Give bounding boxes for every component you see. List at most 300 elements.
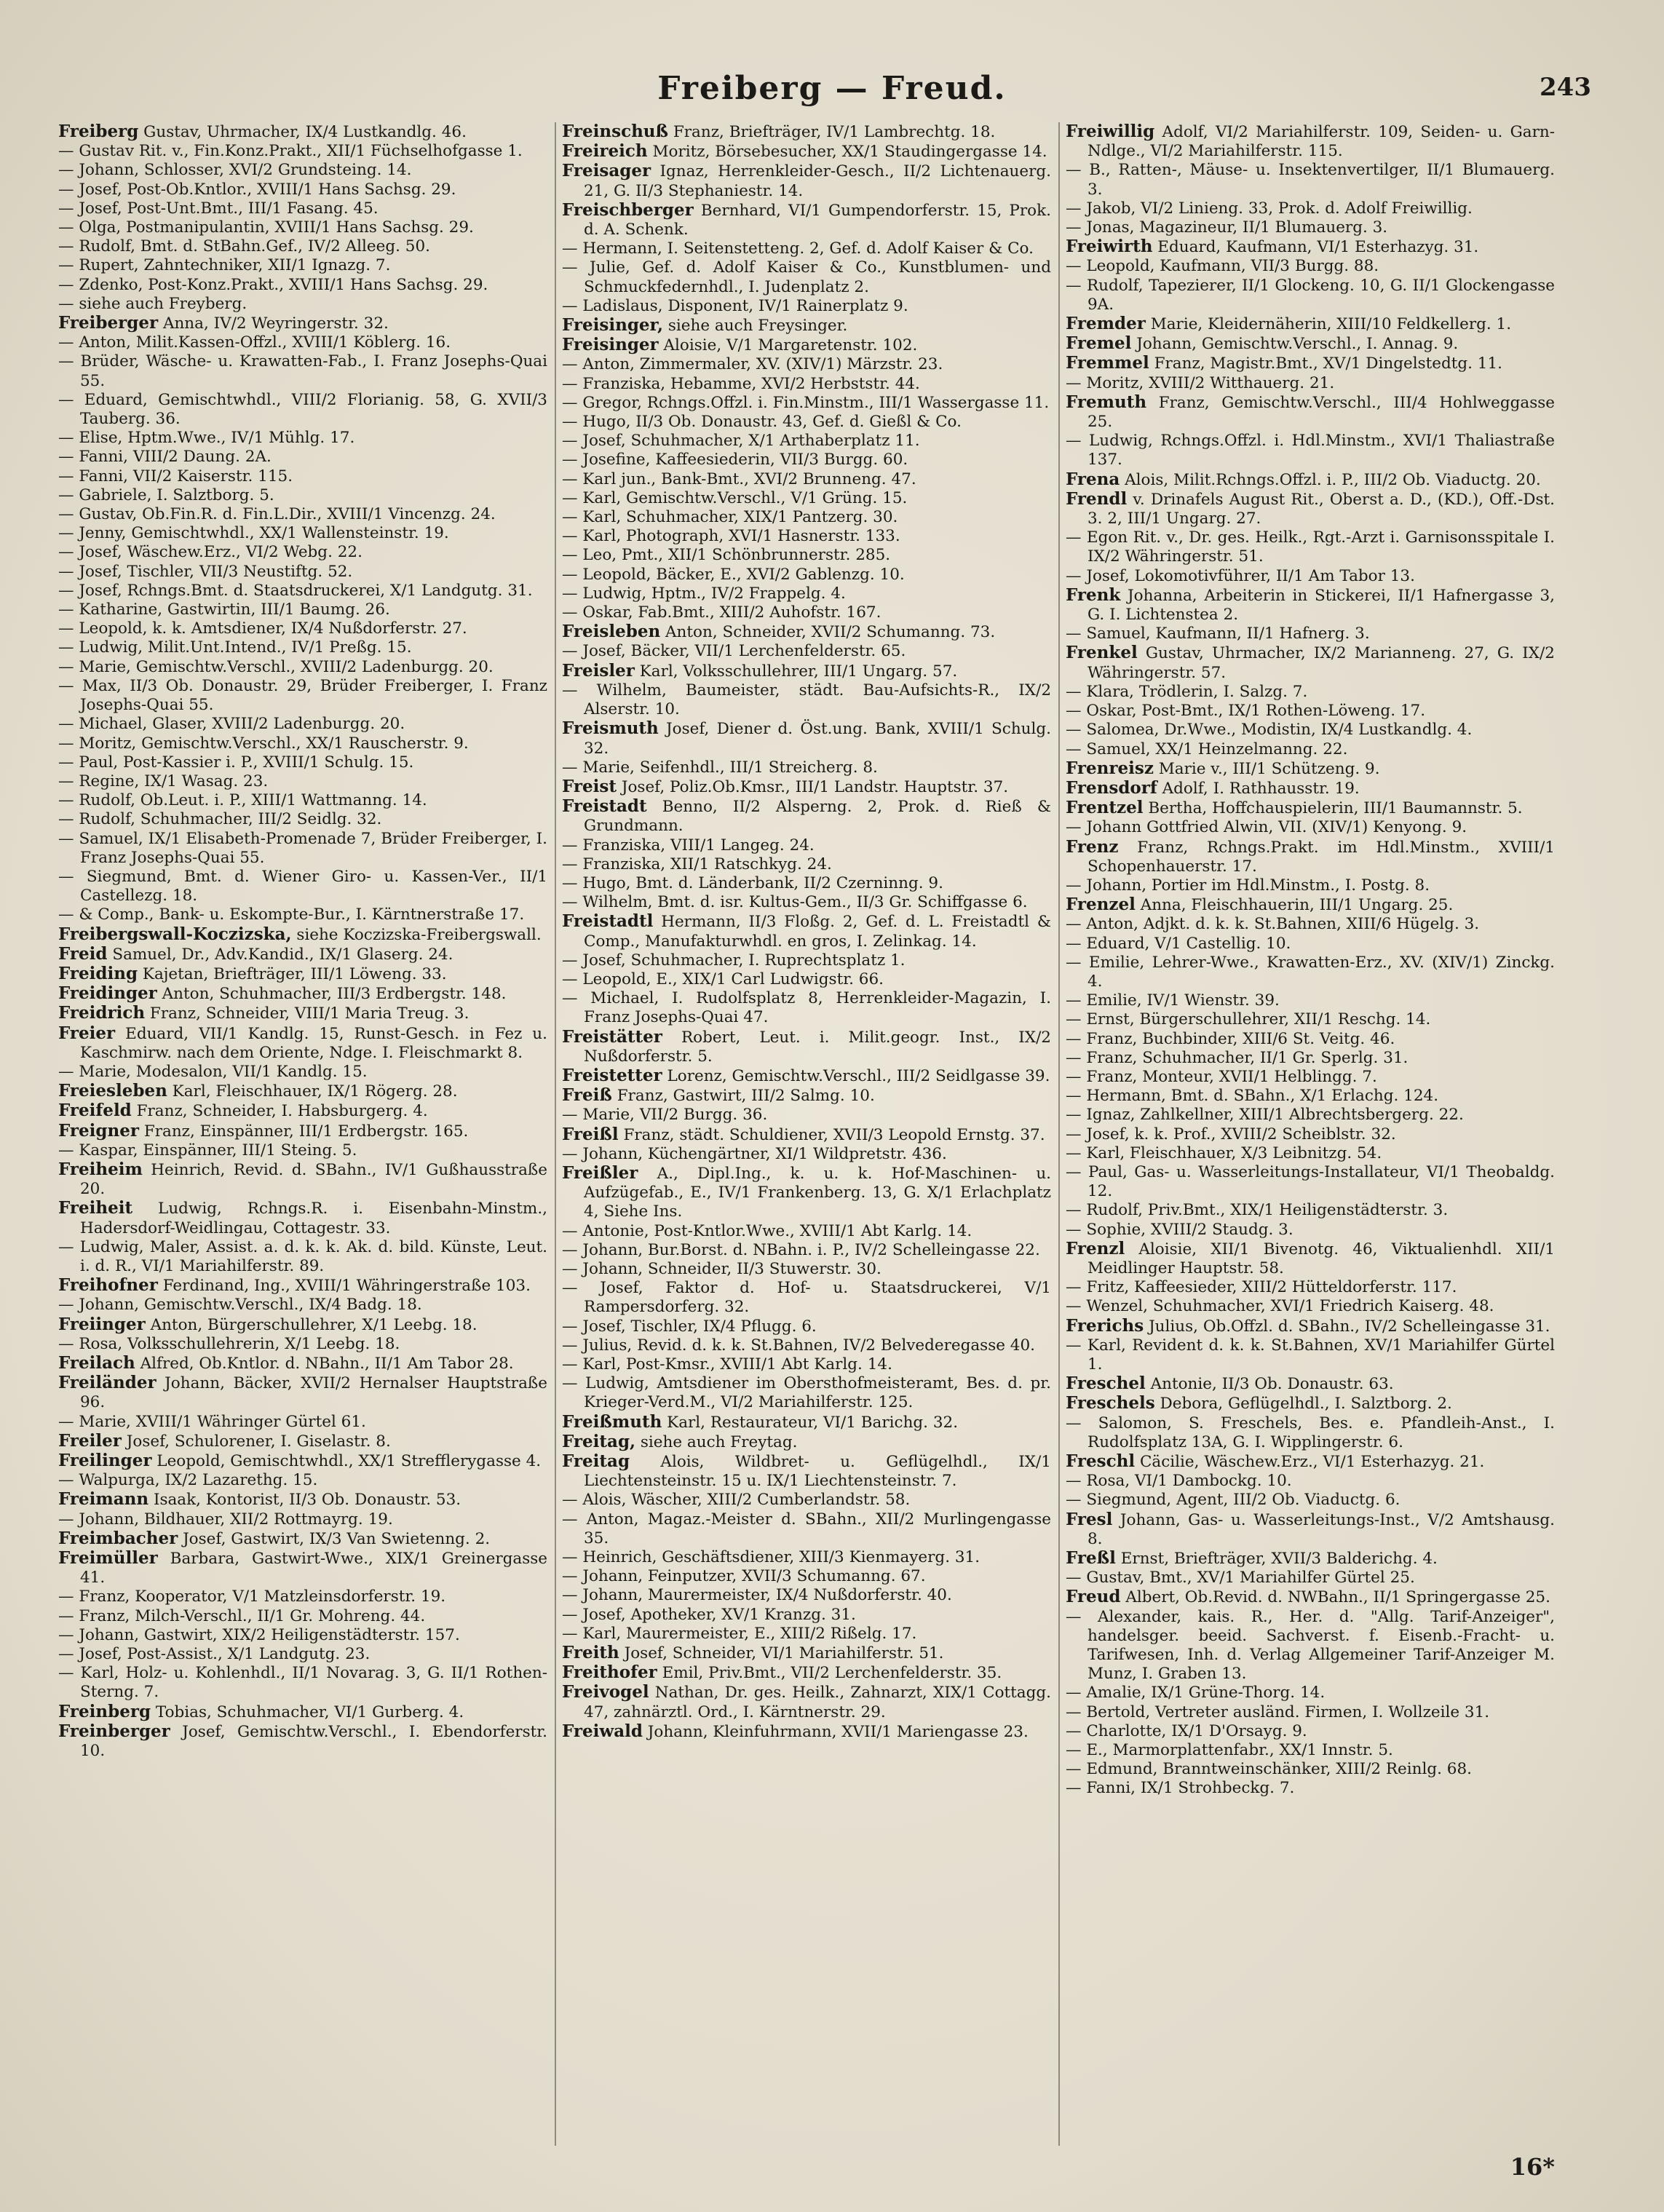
- entry-details: — Max, II/3 Ob. Donaustr. 29, Brüder Freiberger, I. Franz Josephs-Quai 55.: [58, 676, 547, 715]
- entry-surname: Freiesleben: [58, 1081, 167, 1101]
- entry-details: — Gustav, Ob.Fin.R. d. Fin.L.Dir., XVIII/1 Vincenzg. 24.: [58, 505, 496, 524]
- directory-entry: [1066, 161, 1555, 199]
- entry-details: Samuel, Dr., Adv.Kandid., IX/1 Glaserg. 24.: [112, 945, 453, 964]
- entry-surname: Freistetter: [562, 1065, 662, 1085]
- directory-entry: [58, 276, 547, 295]
- directory-entry: [58, 1722, 547, 1761]
- entry-details: — Josef, Post-Assist., X/1 Landgutg. 23.: [58, 1645, 371, 1664]
- entry-details: Marie v., III/1 Schützeng. 9.: [1158, 759, 1380, 778]
- entry-details: — Johann, Feinputzer, XVII/3 Schumanng. 67.: [562, 1567, 926, 1586]
- entry-details: — Emilie, Lehrer-Wwe., Krawatten-Erz., XV. (XIV/1) Zinckg. 4.: [1066, 953, 1555, 991]
- entry-surname: Frensdorf: [1066, 777, 1157, 798]
- directory-entry: [58, 122, 547, 142]
- entry-details: — Jakob, VI/2 Linieng. 33, Prok. d. Adolf Freiwillig.: [1066, 199, 1473, 218]
- directory-entry: [562, 451, 1051, 469]
- entry-details: Hermann, II/3 Floßg. 2, Gef. d. L. Freistadtl & Comp., Manufakturwhdl. en gros, I. Zelinkag. 14.: [584, 913, 1051, 951]
- entry-details: — Elise, Hptm.Wwe., IV/1 Mühlg. 17.: [58, 429, 355, 448]
- directory-entry: [562, 1066, 1051, 1086]
- entry-details: — Wilhelm, Bmt. d. isr. Kultus-Gem., II/3 Gr. Schiffgasse 6.: [562, 893, 1028, 912]
- entry-details: — Samuel, XX/1 Heinzelmanng. 22.: [1066, 740, 1348, 758]
- entry-details: — siehe auch Freyberg.: [58, 294, 247, 313]
- directory-entry: [58, 868, 547, 905]
- directory-entry: [1066, 1703, 1555, 1722]
- entry-surname: Freid: [58, 943, 108, 964]
- directory-entry: [1066, 818, 1555, 837]
- entry-details: Johann, Kleinfuhrmann, XVII/1 Mariengasse 23.: [647, 1722, 1029, 1741]
- directory-entry: [58, 1276, 547, 1296]
- entry-details: — Karl, Revident d. k. k. St.Bahnen, XV/1 Mariahilfer Gürtel 1.: [1066, 1336, 1555, 1373]
- directory-entry: [1066, 759, 1555, 779]
- directory-entry: [562, 546, 1051, 565]
- entry-details: Albert, Ob.Revid. d. NWBahn., II/1 Springergasse 25.: [1125, 1588, 1550, 1607]
- entry-details: — Karl, Photograph, XVI/1 Hasnerstr. 133.: [562, 527, 900, 546]
- directory-entry: [58, 1451, 547, 1471]
- entry-details: — Ludwig, Milit.Unt.Intend., IV/1 Preßg. 15.: [58, 638, 412, 657]
- directory-entry: [562, 893, 1051, 912]
- directory-entry: [562, 1317, 1051, 1336]
- entry-details: — Michael, Glaser, XVIII/2 Ladenburgg. 20.: [58, 715, 405, 734]
- directory-entry: [1066, 1240, 1555, 1278]
- entry-surname: Freireich: [562, 141, 648, 162]
- entry-details: v. Drinafels August Rit., Oberst a. D., (KD.), Off.-Dst. 3. 2, III/1 Ungarg. 27.: [1087, 490, 1555, 528]
- entry-details: — Kaspar, Einspänner, III/1 Steing. 5.: [58, 1141, 357, 1159]
- directory-entry: [1066, 1144, 1555, 1163]
- entry-details: Franz, Schneider, I. Habsburgerg. 4.: [136, 1102, 428, 1121]
- directory-entry: [58, 810, 547, 829]
- entry-details: — Eduard, Gemischtwhdl., VIII/2 Florianig. 58, G. XVII/3 Tauberg. 36.: [58, 390, 547, 429]
- entry-details: — Moritz, XVIII/2 Witthauerg. 21.: [1066, 373, 1335, 392]
- entry-details: — Josef, Schuhmacher, I. Ruprechtsplatz 1.: [562, 951, 906, 970]
- directory-entry: [562, 1260, 1051, 1279]
- entry-details: — Fritz, Kaffeesieder, XIII/2 Hütteldorferstr. 117.: [1066, 1278, 1457, 1297]
- directory-entry: [562, 1452, 1051, 1491]
- directory-entry: [58, 161, 547, 180]
- entry-details: — Johann, Gastwirt, XIX/2 Heiligenstädterstr. 157.: [58, 1625, 460, 1644]
- entry-details: — Gabriele, I. Salztborg. 5.: [58, 485, 274, 504]
- entry-details: — Josef, Schuhmacher, X/1 Arthaberplatz 11.: [562, 432, 920, 451]
- entry-surname: Freißmuth: [562, 1411, 662, 1432]
- entry-details: — Karl, Fleischhauer, X/3 Leibnitzg. 54.: [1066, 1143, 1382, 1162]
- entry-details: — Johann, Schlosser, XVI/2 Grundsteing. 14.: [58, 161, 412, 180]
- directory-entry: [1066, 1297, 1555, 1316]
- entry-details: Anton, Bürgerschullehrer, X/1 Leebg. 18.: [150, 1315, 478, 1334]
- directory-entry: [1066, 393, 1555, 432]
- entry-details: — Josef, Tischler, VII/3 Neustiftg. 52.: [58, 562, 353, 581]
- entry-surname: Freitag,: [562, 1431, 636, 1451]
- entry-details: — Franz, Milch-Verschl., II/1 Gr. Mohreng. 44.: [58, 1606, 426, 1625]
- entry-details: — Jenny, Gemischtwhdl., XX/1 Wallensteinstr. 19.: [58, 524, 449, 543]
- entry-details: — Leopold, E., XIX/1 Carl Ludwigstr. 66.: [562, 970, 884, 988]
- entry-details: — Josef, Lokomotivführer, II/1 Am Tabor 13.: [1066, 566, 1415, 585]
- directory-entry: [1066, 895, 1555, 915]
- directory-entry: [58, 1549, 547, 1587]
- directory-entry: [58, 1335, 547, 1354]
- entry-details: Josef, Diener d. Öst.ung. Bank, XVIII/1 Schulg. 32.: [584, 720, 1051, 758]
- directory-entry: [58, 734, 547, 753]
- entry-surname: Freisler: [562, 660, 635, 681]
- entry-surname: Fremder: [1066, 314, 1146, 334]
- entry-details: Ignaz, Herrenkleider-Gesch., II/2 Lichtenauerg. 21, G. II/3 Stephaniestr. 14.: [584, 162, 1051, 200]
- entry-surname: Freud: [1066, 1587, 1121, 1607]
- entry-details: — Hermann, I. Seitenstetteng. 2, Gef. d. Adolf Kaiser & Co.: [562, 239, 1034, 258]
- directory-entry: [1066, 643, 1555, 682]
- entry-details: — Karl, Holz- u. Kohlenhdl., II/1 Novarag. 3, G. II/1 Rothen-Sterng. 7.: [58, 1664, 547, 1702]
- entry-details: — E., Marmorplattenfabr., XX/1 Innstr. 5.: [1066, 1741, 1393, 1760]
- directory-entry: [58, 1510, 547, 1529]
- entry-surname: Freiländer: [58, 1373, 157, 1393]
- entry-details: — Oskar, Post-Bmt., IX/1 Rothen-Löweng. 17.: [1066, 702, 1426, 721]
- directory-entry: [58, 1141, 547, 1160]
- entry-details: — Brüder, Wäsche- u. Krawatten-Fab., I. Franz Josephs-Quai 55.: [58, 352, 547, 390]
- entry-details: — Leo, Pmt., XII/1 Schönbrunnerstr. 285.: [562, 546, 891, 565]
- directory-entry: [1066, 1278, 1555, 1297]
- entry-details: — Paul, Gas- u. Wasserleitungs-Installateur, VI/1 Theobaldg. 12.: [1066, 1162, 1555, 1201]
- entry-details: Josef, Schneider, VI/1 Mariahilferstr. 51.: [624, 1644, 944, 1663]
- entry-details: — Sophie, XVIII/2 Staudg. 3.: [1066, 1220, 1293, 1239]
- directory-entry: [58, 984, 547, 1004]
- entry-details: — Paul, Post-Kassier i. P., XVIII/1 Schulg. 15.: [58, 753, 414, 772]
- directory-entry: [562, 316, 1051, 336]
- entry-surname: Freiheim: [58, 1159, 143, 1179]
- directory-entry: [562, 1164, 1051, 1222]
- entry-details: — Olga, Postmanipulantin, XVIII/1 Hans Sachsg. 29.: [58, 218, 474, 237]
- entry-surname: Frentzel: [1066, 798, 1144, 818]
- entry-details: — Rosa, Volksschullehrerin, X/1 Leebg. 18.: [58, 1334, 400, 1353]
- directory-entry: [562, 470, 1051, 489]
- directory-entry: [1066, 374, 1555, 393]
- page-title: Freiberg — Freud.: [657, 70, 1007, 107]
- entry-details: — Oskar, Fab.Bmt., XIII/2 Auhofstr. 167.: [562, 603, 881, 622]
- entry-surname: Fremmel: [1066, 353, 1149, 373]
- directory-entry: [562, 1241, 1051, 1260]
- signature-mark: 16*: [1510, 2153, 1555, 2181]
- entry-surname: Freiwillig: [1066, 122, 1155, 141]
- entry-surname: Freiberg: [58, 122, 139, 141]
- entry-surname: Freithofer: [562, 1662, 657, 1683]
- directory-entry: [58, 1373, 547, 1412]
- directory-entry: [562, 584, 1051, 603]
- directory-entry: [1066, 1491, 1555, 1510]
- directory-entry: [58, 791, 547, 810]
- directory-entry: [1066, 876, 1555, 895]
- entry-surname: Frenkel: [1066, 643, 1138, 663]
- entry-details: Tobias, Schuhmacher, VI/1 Gurberg. 4.: [155, 1702, 464, 1721]
- entry-details: — Wenzel, Schuhmacher, XVI/1 Friedrich Kaiserg. 48.: [1066, 1297, 1494, 1316]
- directory-entry: [562, 239, 1051, 258]
- entry-details: — Gustav Rit. v., Fin.Konz.Prakt., XII/1 Füchselhofgasse 1.: [58, 142, 523, 161]
- directory-entry: [562, 855, 1051, 874]
- entry-details: — Zdenko, Post-Konz.Prakt., XVIII/1 Hans Sachsg. 29.: [58, 275, 488, 294]
- entry-details: Adolf, VI/2 Mariahilferstr. 109, Seiden- u. Garn-Ndlge., VI/2 Mariahilferstr. 115.: [1087, 123, 1555, 161]
- directory-entry: [58, 753, 547, 772]
- directory-entry: [1066, 1722, 1555, 1741]
- directory-entry: [562, 1145, 1051, 1164]
- entry-details: — Rosa, VI/1 Dambockg. 10.: [1066, 1472, 1292, 1491]
- entry-details: — Johann Gottfried Alwin, VII. (XIV/1) Kenyong. 9.: [1066, 818, 1467, 837]
- entry-surname: Freschels: [1066, 1393, 1155, 1414]
- entry-surname: Freiler: [58, 1430, 122, 1451]
- directory-entry: [562, 489, 1051, 508]
- entry-details: Anton, Schneider, XVII/2 Schumanng. 73.: [665, 623, 996, 642]
- entry-details: — Siegmund, Bmt. d. Wiener Giro- u. Kassen-Ver., II/1 Castellezg. 18.: [58, 867, 547, 905]
- entry-details: — Josef, Apotheker, XV/1 Kranzg. 31.: [562, 1605, 856, 1624]
- directory-entry: [562, 432, 1051, 451]
- page-number: 243: [1540, 73, 1591, 102]
- directory-entry: [58, 1413, 547, 1432]
- directory-entry: [562, 1432, 1051, 1452]
- directory-entry: [58, 1587, 547, 1606]
- directory-entry: [562, 1106, 1051, 1125]
- directory-entry: [58, 1471, 547, 1490]
- directory-entry: [58, 543, 547, 562]
- directory-entry: [58, 1664, 547, 1702]
- directory-entry: [562, 375, 1051, 394]
- entry-surname: Freimüller: [58, 1548, 158, 1569]
- entry-details: — Josef, k. k. Prof., XVIII/2 Scheiblstr. 32.: [1066, 1125, 1396, 1143]
- directory-entry: [1066, 354, 1555, 373]
- directory-entry: [58, 1238, 547, 1276]
- directory-entry: [562, 394, 1051, 413]
- entry-details: — Karl jun., Bank-Bmt., XVI/2 Brunneng. 47.: [562, 469, 916, 488]
- directory-entry: [58, 905, 547, 924]
- entry-surname: Freiding: [58, 963, 138, 983]
- directory-entry: [1066, 1030, 1555, 1049]
- directory-entry: [1066, 935, 1555, 954]
- entry-details: — Marie, XVIII/1 Währinger Gürtel 61.: [58, 1412, 366, 1431]
- entry-surname: Freisleben: [562, 622, 661, 642]
- directory-entry: [562, 162, 1051, 200]
- entry-surname: Fremel: [1066, 333, 1132, 354]
- entry-details: — Marie, VII/2 Burgg. 36.: [562, 1106, 768, 1125]
- directory-entry: [58, 1122, 547, 1141]
- directory-entry: [1066, 1374, 1555, 1394]
- entry-details: — Johann, Bur.Borst. d. NBahn. i. P., IV/2 Schelleingasse 22.: [562, 1240, 1040, 1259]
- directory-entry: [562, 874, 1051, 893]
- directory-entry: [58, 256, 547, 275]
- directory-entry: [1066, 721, 1555, 740]
- entry-details: Ernst, Briefträger, XVII/3 Balderichg. 4.: [1120, 1550, 1438, 1569]
- entry-details: — Josef, Faktor d. Hof- u. Staatsdruckerei, V/1 Rampersdorferg. 32.: [562, 1279, 1051, 1317]
- directory-entry: [58, 830, 547, 868]
- entry-details: — Fanni, VII/2 Kaiserstr. 115.: [58, 467, 293, 485]
- directory-entry: [1066, 1049, 1555, 1068]
- entry-surname: Frenzl: [1066, 1238, 1125, 1258]
- directory-entry: [562, 1413, 1051, 1432]
- entry-details: Isaak, Kontorist, II/3 Ob. Donaustr. 53.: [153, 1491, 461, 1510]
- entry-details: — Leopold, k. k. Amtsdiener, IX/4 Nußdorferstr. 27.: [58, 619, 467, 638]
- directory-entry: [58, 1004, 547, 1023]
- entry-details: Anna, IV/2 Weyringerstr. 32.: [162, 314, 389, 333]
- entry-surname: Freinberger: [58, 1721, 170, 1741]
- entry-details: — Johann, Bildhauer, XII/2 Rottmayrg. 19.: [58, 1510, 393, 1529]
- directory-entry: [58, 1645, 547, 1664]
- entry-details: Ferdinand, Ing., XVIII/1 Währingerstraße 103.: [162, 1277, 531, 1296]
- directory-entry: [1066, 1741, 1555, 1760]
- entry-details: — Heinrich, Geschäftsdiener, XIII/3 Kienmayerg. 31.: [562, 1548, 980, 1567]
- entry-details: — Wilhelm, Baumeister, städt. Bau-Aufsichts-R., IX/2 Alserstr. 10.: [562, 681, 1051, 719]
- entry-details: — Leopold, Kaufmann, VII/3 Burgg. 88.: [1066, 257, 1379, 276]
- column-1: [58, 122, 547, 2153]
- entry-details: — Franz, Schuhmacher, II/1 Gr. Sperlg. 31.: [1066, 1048, 1409, 1067]
- directory-entry: [58, 772, 547, 791]
- entry-details: — Franziska, XII/1 Ratschkyg. 24.: [562, 855, 832, 873]
- directory-entry: [562, 622, 1051, 642]
- entry-details: Gustav, Uhrmacher, IX/2 Marianneng. 27, G. IX/2 Währingerstr. 57.: [1087, 644, 1555, 682]
- directory-entry: [1066, 237, 1555, 257]
- entry-details: — Karl, Post-Kmsr., XVIII/1 Abt Karlg. 14.: [562, 1355, 892, 1373]
- entry-surname: Fresl: [1066, 1509, 1113, 1529]
- entry-details: Johann, Gas- u. Wasserleitungs-Inst., V/2 Amtshausg. 8.: [1087, 1510, 1555, 1548]
- entry-details: Gustav, Uhrmacher, IX/4 Lustkandlg. 46.: [143, 123, 467, 141]
- entry-details: — Anton, Zimmermaler, XV. (XIV/1) Märzstr. 23.: [562, 355, 943, 374]
- directory-entry: [58, 1626, 547, 1645]
- directory-entry: [1066, 991, 1555, 1010]
- column-divider: [1058, 122, 1060, 2146]
- entry-details: — Franz, Monteur, XVII/1 Helblingg. 7.: [1066, 1067, 1377, 1086]
- entry-details: Benno, II/2 Alsperng. 2, Prok. d. Rieß & Grundmann.: [584, 798, 1051, 836]
- directory-entry: [1066, 1608, 1555, 1684]
- entry-details: Karl, Fleischhauer, IX/1 Rögerg. 28.: [172, 1082, 458, 1101]
- directory-entry: [562, 413, 1051, 432]
- entry-details: Bertha, Hoffchauspielerin, III/1 Baumannstr. 5.: [1148, 799, 1523, 818]
- directory-entry: [1066, 199, 1555, 218]
- entry-surname: Freihofner: [58, 1275, 158, 1296]
- entry-details: Nathan, Dr. ges. Heilk., Zahnarzt, XIX/1 Cottagg. 47, zahnärztl. Ord., I. Kärntnerstr. 29.: [584, 1684, 1051, 1721]
- directory-entry: [58, 1529, 547, 1549]
- directory-entry: [562, 258, 1051, 296]
- directory-entry: [1066, 1106, 1555, 1125]
- entry-surname: Freißler: [562, 1162, 638, 1183]
- directory-entry: [58, 181, 547, 199]
- entry-details: — Leopold, Bäcker, E., XVI/2 Gablenzg. 10.: [562, 565, 905, 584]
- directory-entry: [58, 199, 547, 218]
- directory-entry: [1066, 1452, 1555, 1472]
- directory-entry: [1066, 740, 1555, 759]
- entry-details: — & Comp., Bank- u. Eskompte-Bur., I. Kärntnerstraße 17.: [58, 905, 525, 924]
- entry-details: — Walpurga, IX/2 Lazarethg. 15.: [58, 1471, 318, 1490]
- column-divider: [555, 122, 556, 2146]
- directory-entry: [1066, 257, 1555, 276]
- entry-surname: Freiberger: [58, 313, 159, 333]
- entry-details: — Josef, Bäcker, VII/1 Lerchenfelderstr. 65.: [562, 642, 906, 661]
- entry-details: — Marie, Seifenhdl., III/1 Streicherg. 8.: [562, 758, 878, 777]
- entry-details: — Johann, Maurermeister, IX/4 Nußdorferstr. 40.: [562, 1586, 952, 1605]
- entry-details: — Johann, Schneider, II/3 Stuwerstr. 30.: [562, 1259, 881, 1278]
- entry-details: — B., Ratten-, Mäuse- u. Insektenvertilger, II/1 Blumauerg. 3.: [1066, 161, 1555, 199]
- entry-details: Alois, Milit.Rchngs.Offzl. i. P., III/2 Ob. Viaductg. 20.: [1125, 470, 1541, 489]
- entry-surname: Freilach: [58, 1353, 135, 1373]
- entry-details: — Josef, Post-Unt.Bmt., III/1 Fasang. 45.: [58, 199, 379, 218]
- entry-surname: Freismuth: [562, 718, 659, 739]
- directory-entry: [58, 505, 547, 524]
- directory-entry: [1066, 1317, 1555, 1336]
- entry-details: Eduard, VII/1 Kandlg. 15, Runst-Gesch. in Fez u. Kaschmirw. nach dem Oriente, Ndge. I. Fleischmarkt 8.: [80, 1024, 547, 1062]
- entry-surname: Freiwald: [562, 1721, 643, 1741]
- directory-entry: [562, 912, 1051, 951]
- directory-entry: [1066, 1549, 1555, 1569]
- directory-entry: [58, 1490, 547, 1510]
- entry-surname: Frenreisz: [1066, 758, 1154, 778]
- directory-entry: [562, 297, 1051, 316]
- directory-entry: [562, 527, 1051, 546]
- directory-entry: [562, 1722, 1051, 1742]
- directory-entry: [1066, 1163, 1555, 1201]
- directory-entry: [562, 1606, 1051, 1625]
- entry-details: siehe Koczizska-Freibergswall.: [296, 925, 542, 944]
- directory-entry: [1066, 1779, 1555, 1798]
- directory-entry: [58, 1024, 547, 1063]
- directory-entry: [58, 582, 547, 600]
- directory-entry: [562, 1548, 1051, 1567]
- directory-entry: [1066, 334, 1555, 354]
- directory-entry: [58, 945, 547, 964]
- entry-details: Franz, Rchngs.Prakt. im Hdl.Minstm., XVIII/1 Schopenhauerstr. 17.: [1087, 838, 1555, 876]
- directory-entry: [1066, 1087, 1555, 1106]
- entry-details: siehe auch Freytag.: [640, 1432, 798, 1451]
- directory-entry: [58, 677, 547, 715]
- entry-details: — Regine, IX/1 Wasag. 23.: [58, 772, 269, 790]
- entry-details: Leopold, Gemischtwhdl., XX/1 Strefflerygasse 4.: [157, 1452, 542, 1471]
- directory-entry: [1066, 586, 1555, 625]
- entry-details: — Rudolf, Tapezierer, II/1 Glockeng. 10, G. II/1 Glockengasse 9A.: [1066, 276, 1555, 314]
- entry-surname: Freidinger: [58, 983, 157, 1004]
- entry-details: — Rudolf, Bmt. d. StBahn.Gef., IV/2 Alleeg. 50.: [58, 237, 430, 256]
- entry-surname: Freschl: [1066, 1451, 1136, 1472]
- entry-details: Franz, Gastwirt, III/2 Salmg. 10.: [617, 1087, 875, 1106]
- directory-entry: [562, 970, 1051, 989]
- entry-details: — Samuel, IX/1 Elisabeth-Promenade 7, Brüder Freiberger, I. Franz Josephs-Quai 55.: [58, 829, 547, 867]
- directory-entry: [562, 642, 1051, 661]
- entry-details: — Rupert, Zahntechniker, XII/1 Ignazg. 7.: [58, 256, 391, 275]
- entry-details: — Michael, I. Rudolfsplatz 8, Herrenkleider-Magazin, I. Franz Josephs-Quai 47.: [562, 989, 1051, 1027]
- directory-entry: [58, 429, 547, 448]
- directory-entry: [562, 1028, 1051, 1066]
- entry-surname: Freifeld: [58, 1101, 132, 1121]
- entry-surname: Freigner: [58, 1120, 139, 1141]
- entry-details: Franz, Einspänner, III/1 Erdbergstr. 165.: [143, 1122, 469, 1141]
- directory-entry: [1066, 683, 1555, 702]
- entry-details: — Bertold, Vertreter ausländ. Firmen, I. Wollzeile 31.: [1066, 1702, 1490, 1721]
- entry-details: Josef, Gastwirt, IX/3 Van Swietenng. 2.: [183, 1529, 491, 1548]
- directory-entry: [562, 1491, 1051, 1510]
- directory-entry: [1066, 625, 1555, 643]
- entry-details: Barbara, Gastwirt-Wwe., XIX/1 Greinergasse 41.: [80, 1550, 547, 1587]
- entry-details: Aloisie, V/1 Margaretenstr. 102.: [663, 336, 918, 355]
- directory-entry: [1066, 702, 1555, 721]
- entry-surname: Freistadtl: [562, 911, 654, 932]
- directory-entry: [562, 1663, 1051, 1683]
- directory-entry: [58, 1101, 547, 1121]
- entry-details: — Franz, Buchbinder, XIII/6 St. Veitg. 46.: [1066, 1029, 1395, 1048]
- directory-entry: [58, 715, 547, 734]
- entry-surname: Freibergswall-Koczizska,: [58, 924, 292, 944]
- directory-entry: [1066, 954, 1555, 991]
- entry-surname: Freivogel: [562, 1682, 649, 1702]
- entry-details: — Ernst, Bürgerschullehrer, XII/1 Reschg. 14.: [1066, 1010, 1431, 1029]
- entry-details: Heinrich, Revid. d. SBahn., IV/1 Gußhausstraße 20.: [80, 1160, 547, 1199]
- entry-details: — Franz, Kooperator, V/1 Matzleinsdorferstr. 19.: [58, 1587, 446, 1606]
- directory-entry: [58, 638, 547, 657]
- entry-details: — Josef, Tischler, IX/4 Pflugg. 6.: [562, 1317, 817, 1336]
- directory-entry: [1066, 779, 1555, 798]
- entry-details: — Alexander, kais. R., Her. d. "Allg. Tarif-Anzeiger", handelsger. beeid. Sachverst. f. Eisenb.-Fracht- u. Tarifwesen, Inh. d. Verlag Allgemeiner Tarif-Anzeiger M. Munz, I. Graben 13.: [1066, 1607, 1555, 1684]
- directory-entry: [562, 1086, 1051, 1106]
- entry-details: Johann, Bäcker, XVII/2 Hernalser Hauptstraße 96.: [80, 1374, 547, 1412]
- directory-entry: [1066, 1068, 1555, 1087]
- entry-details: — Josefine, Kaffeesiederin, VII/3 Burgg. 60.: [562, 451, 908, 469]
- directory-entry: [58, 1199, 547, 1237]
- entry-surname: Freistadt: [562, 796, 647, 817]
